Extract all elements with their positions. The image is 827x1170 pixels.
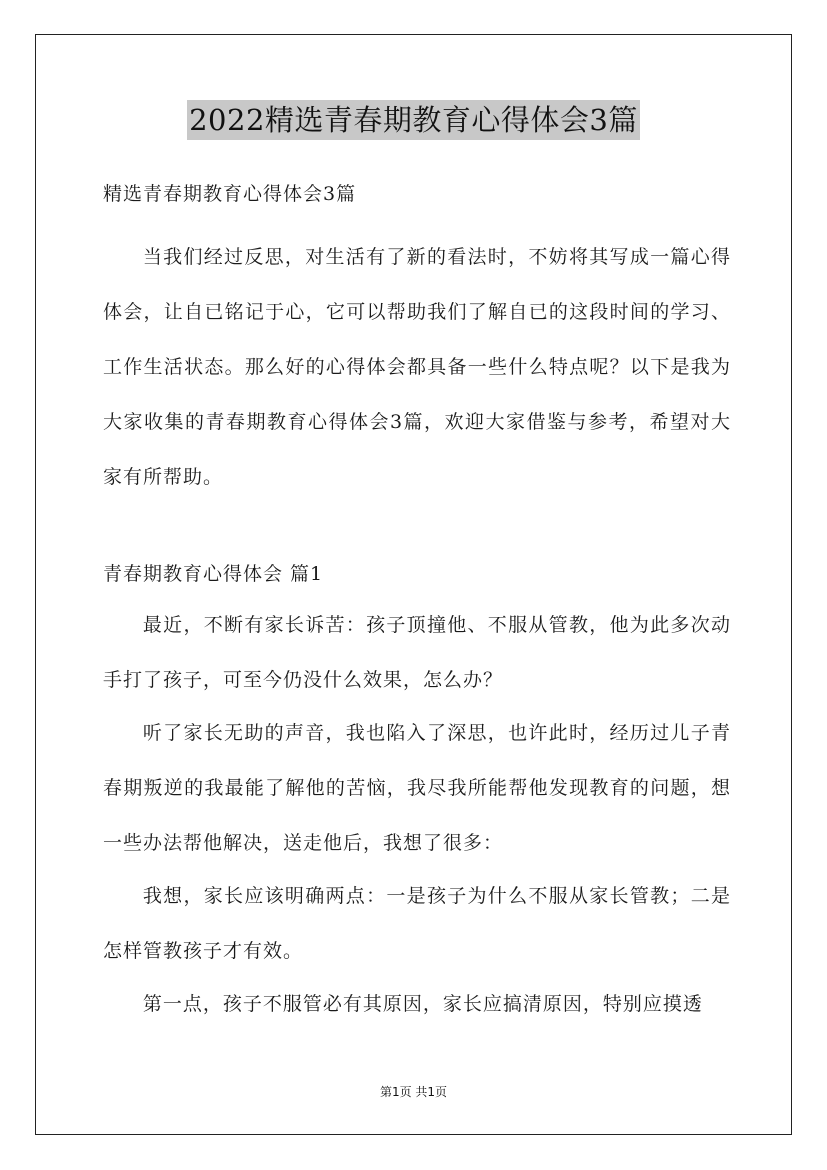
body-paragraph: 最近，不断有家长诉苦：孩子顶撞他、不服从管教，他为此多次动手打了孩子，可至今仍没什么效果，怎么办？ xyxy=(103,614,731,691)
body-paragraph: 第一点，孩子不服管必有其原因，家长应搞清原因，特别应摸透 xyxy=(142,993,703,1015)
body-paragraph: 我想，家长应该明确两点：一是孩子为什么不服从家长管教；二是怎样管教孩子才有效。 xyxy=(103,885,731,962)
body-paragraph: 听了家长无助的声音，我也陷入了深思，也许此时，经历过儿子青春期叛逆的我最能了解他的苦恼，我尽我所能帮他发现教育的问题，想一些办法帮他解决，送走他后，我想了很多： xyxy=(103,722,731,854)
title-container xyxy=(0,100,827,140)
page-footer xyxy=(0,1083,827,1101)
section-heading: 青春期教育心得体会 篇1 xyxy=(103,563,324,585)
page-number-label: 第1页 共1页 xyxy=(379,1085,448,1099)
intro-paragraph: 当我们经过反思，对生活有了新的看法时，不妨将其写成一篇心得体会，让自已铭记于心，它可以帮助我们了解自已的这段时间的学习、工作生活状态。那么好的心得体会都具备一些什么特点呢？以下是我为大家收集的青春期教育心得体会3篇，欢迎大家借鉴与参考，希望对大家有所帮助。 xyxy=(103,246,731,488)
document-subtitle: 精选青春期教育心得体会3篇 xyxy=(103,183,357,205)
document-title: 2022精选青春期教育心得体会3篇 xyxy=(187,100,640,140)
